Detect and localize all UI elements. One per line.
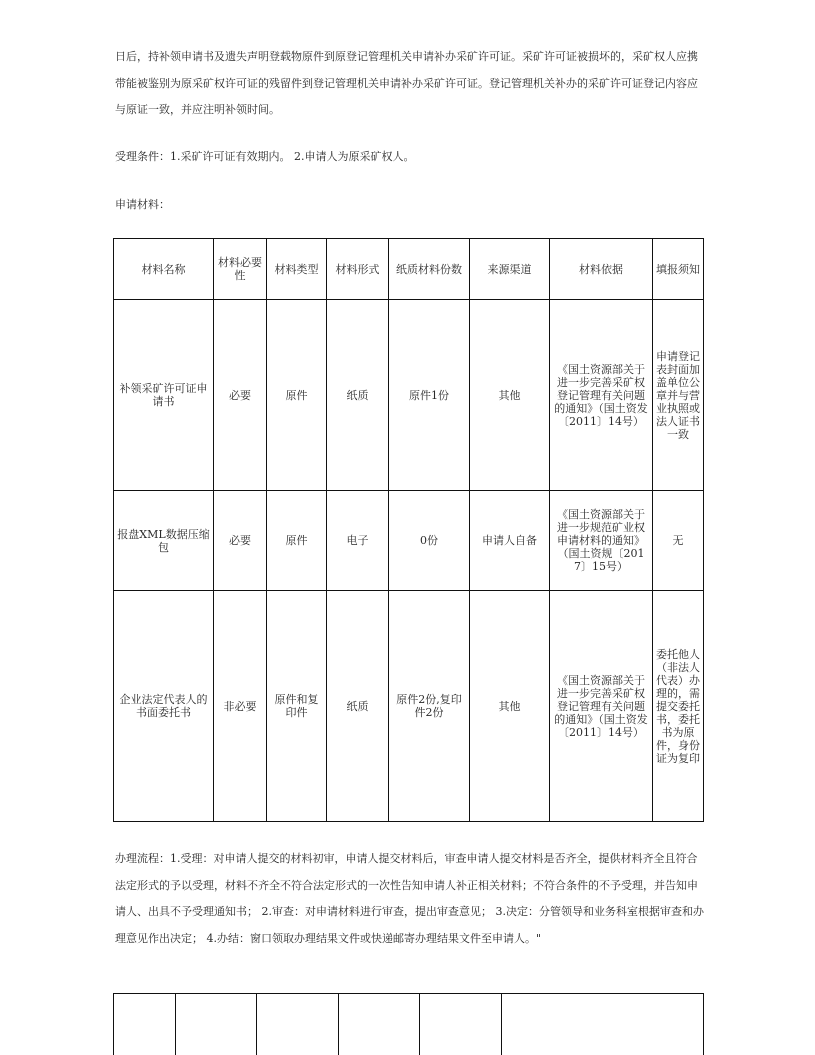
header-source: 来源渠道 bbox=[470, 239, 550, 300]
header-necessity: 材料必要性 bbox=[214, 239, 267, 300]
table-column-divider bbox=[338, 994, 339, 1055]
header-material-form: 材料形式 bbox=[327, 239, 389, 300]
cell-necessity: 非必要 bbox=[214, 591, 267, 822]
cell-material-form: 电子 bbox=[327, 491, 389, 591]
cell-material-type: 原件和复印件 bbox=[267, 591, 327, 822]
table-header-row bbox=[114, 239, 704, 300]
cell-source: 其他 bbox=[470, 300, 550, 491]
cell-instructions: 无 bbox=[653, 491, 704, 591]
header-instructions: 填报须知 bbox=[653, 239, 704, 300]
cell-material-type: 原件 bbox=[267, 491, 327, 591]
cell-material-name: 报盘XML数据压缩包 bbox=[114, 491, 214, 591]
cell-material-type: 原件 bbox=[267, 300, 327, 491]
cell-paper-copies: 原件1份 bbox=[389, 300, 470, 491]
conditions-paragraph: 受理条件：1.采矿许可证有效期内。 2.申请人为原采矿权人。 bbox=[115, 150, 415, 163]
cell-paper-copies: 原件2份,复印件2份 bbox=[389, 591, 470, 822]
cell-material-name: 企业法定代表人的书面委托书 bbox=[114, 591, 214, 822]
cell-instructions: 委托他人（非法人代表）办理的，需提交委托书，委托书为原件，身份证为复印 bbox=[653, 591, 704, 822]
cell-instructions: 申请登记表封面加盖单位公章并与营业执照或法人证书一致 bbox=[653, 300, 704, 491]
header-basis: 材料依据 bbox=[550, 239, 653, 300]
cell-basis: 《国土资源部关于进一步完善采矿权登记管理有关问题的通知》（国土资发〔2011〕14号） bbox=[550, 591, 653, 822]
cell-necessity: 必要 bbox=[214, 300, 267, 491]
table-column-divider bbox=[256, 994, 257, 1055]
header-paper-copies: 纸质材料份数 bbox=[389, 239, 470, 300]
header-material-name: 材料名称 bbox=[114, 239, 214, 300]
cell-material-form: 纸质 bbox=[327, 300, 389, 491]
materials-heading: 申请材料： bbox=[115, 198, 170, 211]
cell-source: 其他 bbox=[470, 591, 550, 822]
table-column-divider bbox=[419, 994, 420, 1055]
cell-material-name: 补领采矿许可证申请书 bbox=[114, 300, 214, 491]
header-material-type: 材料类型 bbox=[267, 239, 327, 300]
intro-paragraph: 日后，持补领申请书及遗失声明登载物原件到原登记管理机关申请补办采矿许可证。采矿许可证被损坏的，采矿权人应携带能被鉴别为原采矿权许可证的残留件到登记管理机关申请补办采矿许可证。登记管理机关补办的采矿许可证登记内容应与原证一致，并应注明补领时间。 bbox=[115, 50, 698, 116]
cell-paper-copies: 0份 bbox=[389, 491, 470, 591]
cell-source: 申请人自备 bbox=[470, 491, 550, 591]
table-row bbox=[114, 300, 704, 491]
next-table-fragment bbox=[113, 993, 704, 1055]
cell-basis: 《国土资源部关于进一步规范矿业权申请材料的通知》（国土资规〔2017〕15号） bbox=[550, 491, 653, 591]
cell-necessity: 必要 bbox=[214, 491, 267, 591]
table-row bbox=[114, 491, 704, 591]
materials-table bbox=[113, 238, 704, 822]
table-column-divider bbox=[175, 994, 176, 1055]
cell-basis: 《国土资源部关于进一步完善采矿权登记管理有关问题的通知》（国土资发〔2011〕14号） bbox=[550, 300, 653, 491]
cell-material-form: 纸质 bbox=[327, 591, 389, 822]
process-paragraph: 办理流程：1.受理：对申请人提交的材料初审，申请人提交材料后，审查申请人提交材料是否齐全，提供材料齐全且符合法定形式的予以受理，材料不齐全不符合法定形式的一次性告知申请人补正相关材料；不符合条件的不予受理，并告知申请人、出具不予受理通知书； 2.审查：对申请材料进行审查，提出审查意见； 3.决定：分管领导和业务科室根据审查和办理意见作出决定； 4.办结：窗口领取办理结果文件或快递邮寄办理结果文件至申请人。" bbox=[115, 852, 704, 945]
table-column-divider bbox=[501, 994, 502, 1055]
table-row bbox=[114, 591, 704, 822]
